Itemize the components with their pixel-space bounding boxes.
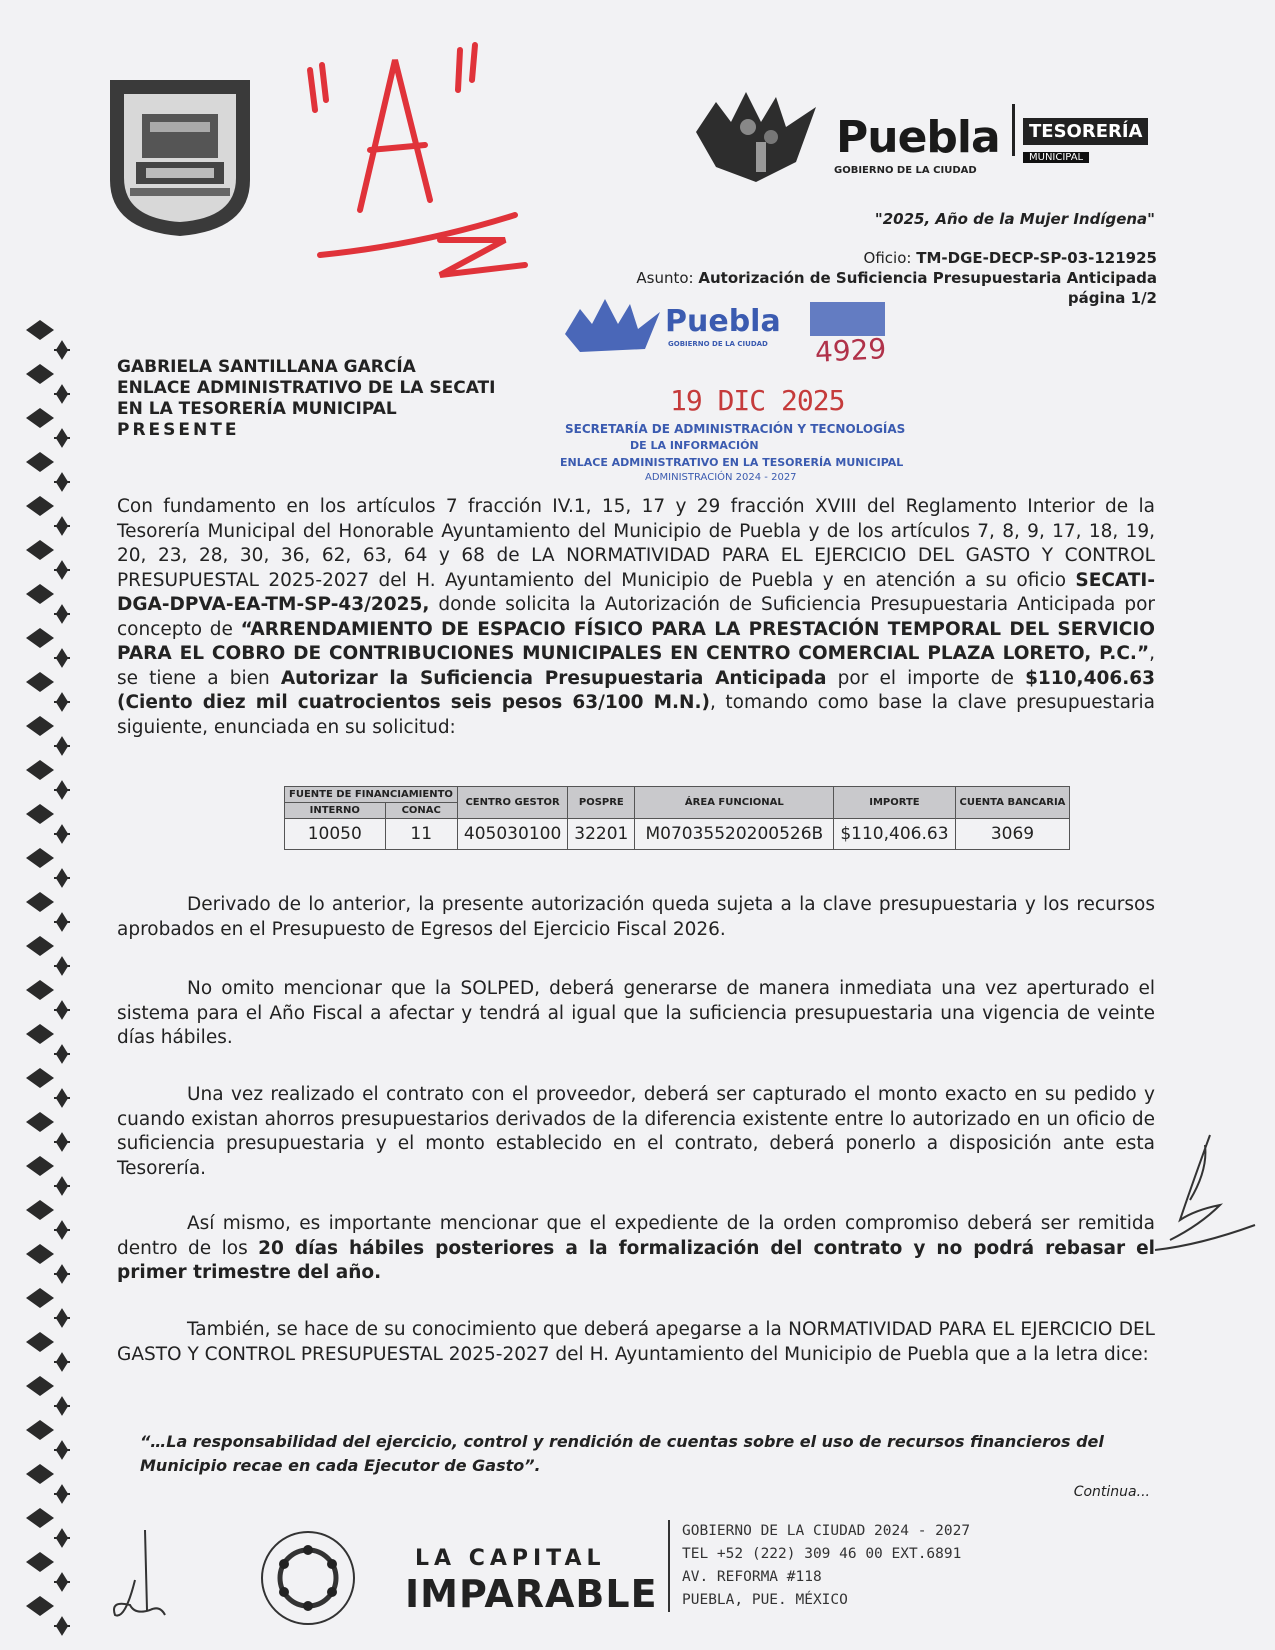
p5-text: Así mismo, es importante mencionar que el expediente de la orden compromiso deberá ser remitida dentro de los	[117, 1213, 1155, 1259]
vine-flower	[54, 1222, 70, 1238]
logo-subtitle: GOBIERNO DE LA CIUDAD	[834, 165, 977, 176]
vine-pattern	[26, 320, 70, 1634]
stamp-logo-subtitle: GOBIERNO DE LA CIUDAD	[668, 340, 768, 348]
vine-flower	[54, 474, 70, 490]
cell-centro-gestor: 405030100	[457, 819, 567, 850]
p3-text: No omito mencionar que la SOLPED, deberá generarse de manera inmediata una vez aperturado el sistema para el Año Fiscal a afectar y tendrá al igual que la suficiencia presupuestaria una vigencia de veinte días hábiles.	[117, 978, 1155, 1048]
logo-wordmark: Puebla	[836, 112, 1000, 163]
vine-leaf	[26, 408, 54, 428]
initials-signature	[105, 1520, 185, 1640]
header-interno: INTERNO	[285, 803, 386, 819]
vine-leaf	[26, 716, 54, 736]
paragraph-contrato	[117, 1083, 1155, 1181]
cell-importe: $110,406.63	[834, 819, 955, 850]
p1-oficio-ref: SECATI-DGA-DPVA-EA-TM-SP-43/2025,	[117, 569, 1155, 615]
asunto-text: Autorización de Suficiencia Presupuestaria Anticipada	[698, 269, 1157, 287]
vine-flower	[54, 1266, 70, 1282]
header-pospre: POSPRE	[568, 787, 635, 819]
left-border-vine	[18, 320, 78, 1640]
vine-flower	[54, 386, 70, 402]
cell-pospre: 32201	[568, 819, 635, 850]
vine-leaf	[26, 1596, 54, 1616]
city-seal	[100, 70, 260, 240]
vine-leaf	[26, 1024, 54, 1044]
vine-flower	[54, 1134, 70, 1150]
vine-flower	[54, 1178, 70, 1194]
stamp-date: 19 DIC 2025	[670, 384, 845, 417]
header-conac: CONAC	[385, 803, 457, 819]
vine-leaf	[26, 540, 54, 560]
vine-leaf	[26, 1288, 54, 1308]
vine-flower	[54, 562, 70, 578]
p1-importe: $110,406.63 (Ciento diez mil cuatrocientos seis pesos 63/100 M.N.)	[117, 667, 1155, 713]
year-motto: "2025, Año de la Mujer Indígena"	[874, 210, 1155, 228]
handwritten-a-mark	[300, 30, 540, 290]
vine-leaf	[26, 804, 54, 824]
page-indicator: página 1/2	[1067, 289, 1157, 307]
vine-leaf	[26, 452, 54, 472]
vine-leaf	[26, 1244, 54, 1264]
header-importe: IMPORTE	[834, 787, 955, 819]
equality-seal	[258, 1528, 358, 1628]
margin-signature	[1150, 1130, 1260, 1260]
vine-leaf	[26, 628, 54, 648]
stamp-line-4: ADMINISTRACIÓN 2024 - 2027	[645, 472, 797, 483]
vine-leaf	[26, 1464, 54, 1484]
vine-flower	[54, 782, 70, 798]
header-cuenta-bancaria: CUENTA BANCARIA	[955, 787, 1070, 819]
p4-text: Una vez realizado el contrato con el proveedor, deberá ser capturado el monto exacto en su pedido y cuando existan ahorros presupuestarios derivados de la diferencia existente entre lo autorizado en un oficio de suficiencia presupuestaria y el monto establecido en el contrato, deberá ponerlo a disposición ante esta Tesorería.	[117, 1084, 1155, 1179]
vine-leaf	[26, 1068, 54, 1088]
paragraph-derivado	[117, 893, 1155, 942]
vine-flower	[54, 1530, 70, 1546]
vine-leaf	[26, 1156, 54, 1176]
department-sub: MUNICIPAL	[1023, 152, 1089, 163]
vine-leaf	[26, 760, 54, 780]
stamp-logo-name: Puebla	[665, 304, 781, 339]
contact-block	[668, 1520, 970, 1612]
vine-leaf	[26, 892, 54, 912]
contact-line: AV. REFORMA #118	[682, 1569, 822, 1585]
puebla-logo	[686, 82, 1000, 192]
budget-key-table	[284, 786, 1070, 850]
stamp-line-2: DE LA INFORMACIÓN	[630, 439, 759, 452]
capital-line-2: IMPARABLE	[405, 1572, 658, 1616]
vine-flower	[54, 958, 70, 974]
p2-text: Derivado de lo anterior, la presente autorización queda sujeta a la clave presupuestaria y los recursos aprobados en el Presupuesto de Egresos del Ejercicio Fiscal 2026.	[117, 894, 1155, 940]
vine-leaf	[26, 1112, 54, 1132]
vine-leaf	[26, 1420, 54, 1440]
p5-bold: 20 días hábiles posteriores a la formalización del contrato y no podrá rebasar el primer trimestre del año.	[117, 1237, 1155, 1283]
p1-autorizar: Autorizar la Suficiencia Presupuestaria Anticipada	[280, 667, 827, 689]
stamp-folio: 4929	[814, 332, 888, 369]
vine-flower	[54, 1398, 70, 1414]
stamp-line-3: ENLACE ADMINISTRATIVO EN LA TESORERÍA MUNICIPAL	[560, 456, 904, 469]
vine-flower	[54, 1002, 70, 1018]
vine-leaf	[26, 496, 54, 516]
vine-leaf	[26, 584, 54, 604]
asunto-line	[636, 268, 1157, 288]
vine-flower	[54, 342, 70, 358]
table-row	[285, 819, 1070, 850]
vine-leaf	[26, 1332, 54, 1352]
received-stamp	[560, 294, 920, 494]
vine-flower	[54, 1618, 70, 1634]
vine-flower	[54, 1354, 70, 1370]
vine-leaf	[26, 848, 54, 868]
puebla-logo-graphic	[686, 82, 836, 192]
header-centro-gestor: CENTRO GESTOR	[457, 787, 567, 819]
vine-flower	[54, 430, 70, 446]
vine-leaf	[26, 1200, 54, 1220]
vine-leaf	[26, 980, 54, 1000]
p1-text-5: , tomando como base la clave presupuestaria siguiente, enunciada en su solicitud:	[117, 692, 1155, 738]
cell-conac: 11	[385, 819, 457, 850]
addressee-present: PRESENTE	[117, 420, 240, 440]
tesoreria-badge	[1012, 104, 1161, 163]
vine-flower	[54, 1090, 70, 1106]
paragraph-authorization	[117, 495, 1155, 740]
vine-flower	[54, 1310, 70, 1326]
stamp-line-1: SECRETARÍA DE ADMINISTRACIÓN Y TECNOLOGÍAS	[565, 422, 906, 436]
vine-flower	[54, 1574, 70, 1590]
vine-flower	[54, 518, 70, 534]
vine-flower	[54, 914, 70, 930]
p1-text-4: por el importe de	[826, 667, 1026, 689]
paragraph-normatividad	[117, 1318, 1155, 1367]
cell-cuenta: 3069	[955, 819, 1070, 850]
asunto-label: Asunto:	[636, 269, 694, 287]
vine-leaf	[26, 320, 54, 340]
vine-leaf	[26, 936, 54, 956]
contact-line: TEL +52 (222) 309 46 00 EXT.6891	[682, 1546, 962, 1562]
oficio-label: Oficio:	[863, 249, 912, 267]
vine-flower	[54, 606, 70, 622]
paragraph-solped	[117, 977, 1155, 1051]
addressee-role-1: ENLACE ADMINISTRATIVO DE LA SECATI	[117, 378, 496, 398]
vine-flower	[54, 1442, 70, 1458]
vine-leaf	[26, 364, 54, 384]
p1-text-2: donde solicita la Autorización de Suficiencia Presupuestaria Anticipada por concepto de	[117, 594, 1155, 640]
department-name: TESORERÍA	[1023, 118, 1148, 145]
vine-leaf	[26, 1376, 54, 1396]
vine-leaf	[26, 1508, 54, 1528]
vine-flower	[54, 1486, 70, 1502]
contact-line: PUEBLA, PUE. MÉXICO	[682, 1592, 848, 1608]
vine-flower	[54, 826, 70, 842]
p1-text-3: , se tiene a bien	[117, 643, 1155, 689]
vine-flower	[54, 1046, 70, 1062]
addressee-role-2: EN LA TESORERÍA MUNICIPAL	[117, 399, 397, 419]
vine-flower	[54, 738, 70, 754]
continua-label: Continua...	[1073, 1484, 1150, 1500]
addressee-block	[117, 357, 495, 441]
vine-flower	[54, 694, 70, 710]
contact-line: GOBIERNO DE LA CIUDAD 2024 - 2027	[682, 1523, 971, 1539]
capital-line-1: LA CAPITAL	[415, 1546, 606, 1571]
cell-area-funcional: M07035520200526B	[635, 819, 834, 850]
normatividad-quote: “…La responsabilidad del ejercicio, control y rendición de cuentas sobre el uso de recursos financieros del Municipio recae en cada Ejecutor de Gasto”.	[140, 1432, 1104, 1475]
paragraph-expediente	[117, 1212, 1155, 1286]
p1-concepto: “ARRENDAMIENTO DE ESPACIO FÍSICO PARA LA PRESTACIÓN TEMPORAL DEL SERVICIO PARA EL COBRO DE CONTRIBUCIONES MUNICIPALES EN CENTRO COMERCIAL PLAZA LORETO, P.C.”	[117, 618, 1155, 664]
vine-flower	[54, 650, 70, 666]
table-header-row	[285, 787, 1070, 803]
addressee-name: GABRIELA SANTILLANA GARCÍA	[117, 357, 416, 377]
header-fuente: FUENTE DE FINANCIAMIENTO	[285, 787, 458, 803]
p6-text: También, se hace de su conocimiento que deberá apegarse a la NORMATIVIDAD PARA EL EJERCICIO DEL GASTO Y CONTROL PRESUPUESTAL 2025-2027 del H. Ayuntamiento del Municipio de Puebla que a la letra dice:	[117, 1319, 1155, 1365]
vine-leaf	[26, 672, 54, 692]
vine-leaf	[26, 1552, 54, 1572]
p1-text-1: Con fundamento en los artículos 7 fracción IV.1, 15, 17 y 29 fracción XVIII del Reglamento Interior de la Tesorería Municipal del Honorable Ayuntamiento del Municipio de Puebla y de los artículos 7, 8, 9, 17, 18, 19, 20, 23, 28, 30, 36, 62, 63, 64 y 68 de LA NORMATIVIDAD PARA EL EJERCICIO DEL GASTO Y CONTROL PRESUPUESTAL 2025-2027 del H. Ayuntamiento del Municipio de Puebla y en atención a su oficio	[117, 496, 1155, 591]
header-area-funcional: ÁREA FUNCIONAL	[635, 787, 834, 819]
vine-flower	[54, 870, 70, 886]
cell-interno: 10050	[285, 819, 386, 850]
la-capital-imparable-logo	[385, 1538, 658, 1618]
oficio-line	[636, 248, 1157, 268]
oficio-number: TM-DGE-DECP-SP-03-121925	[916, 249, 1157, 267]
